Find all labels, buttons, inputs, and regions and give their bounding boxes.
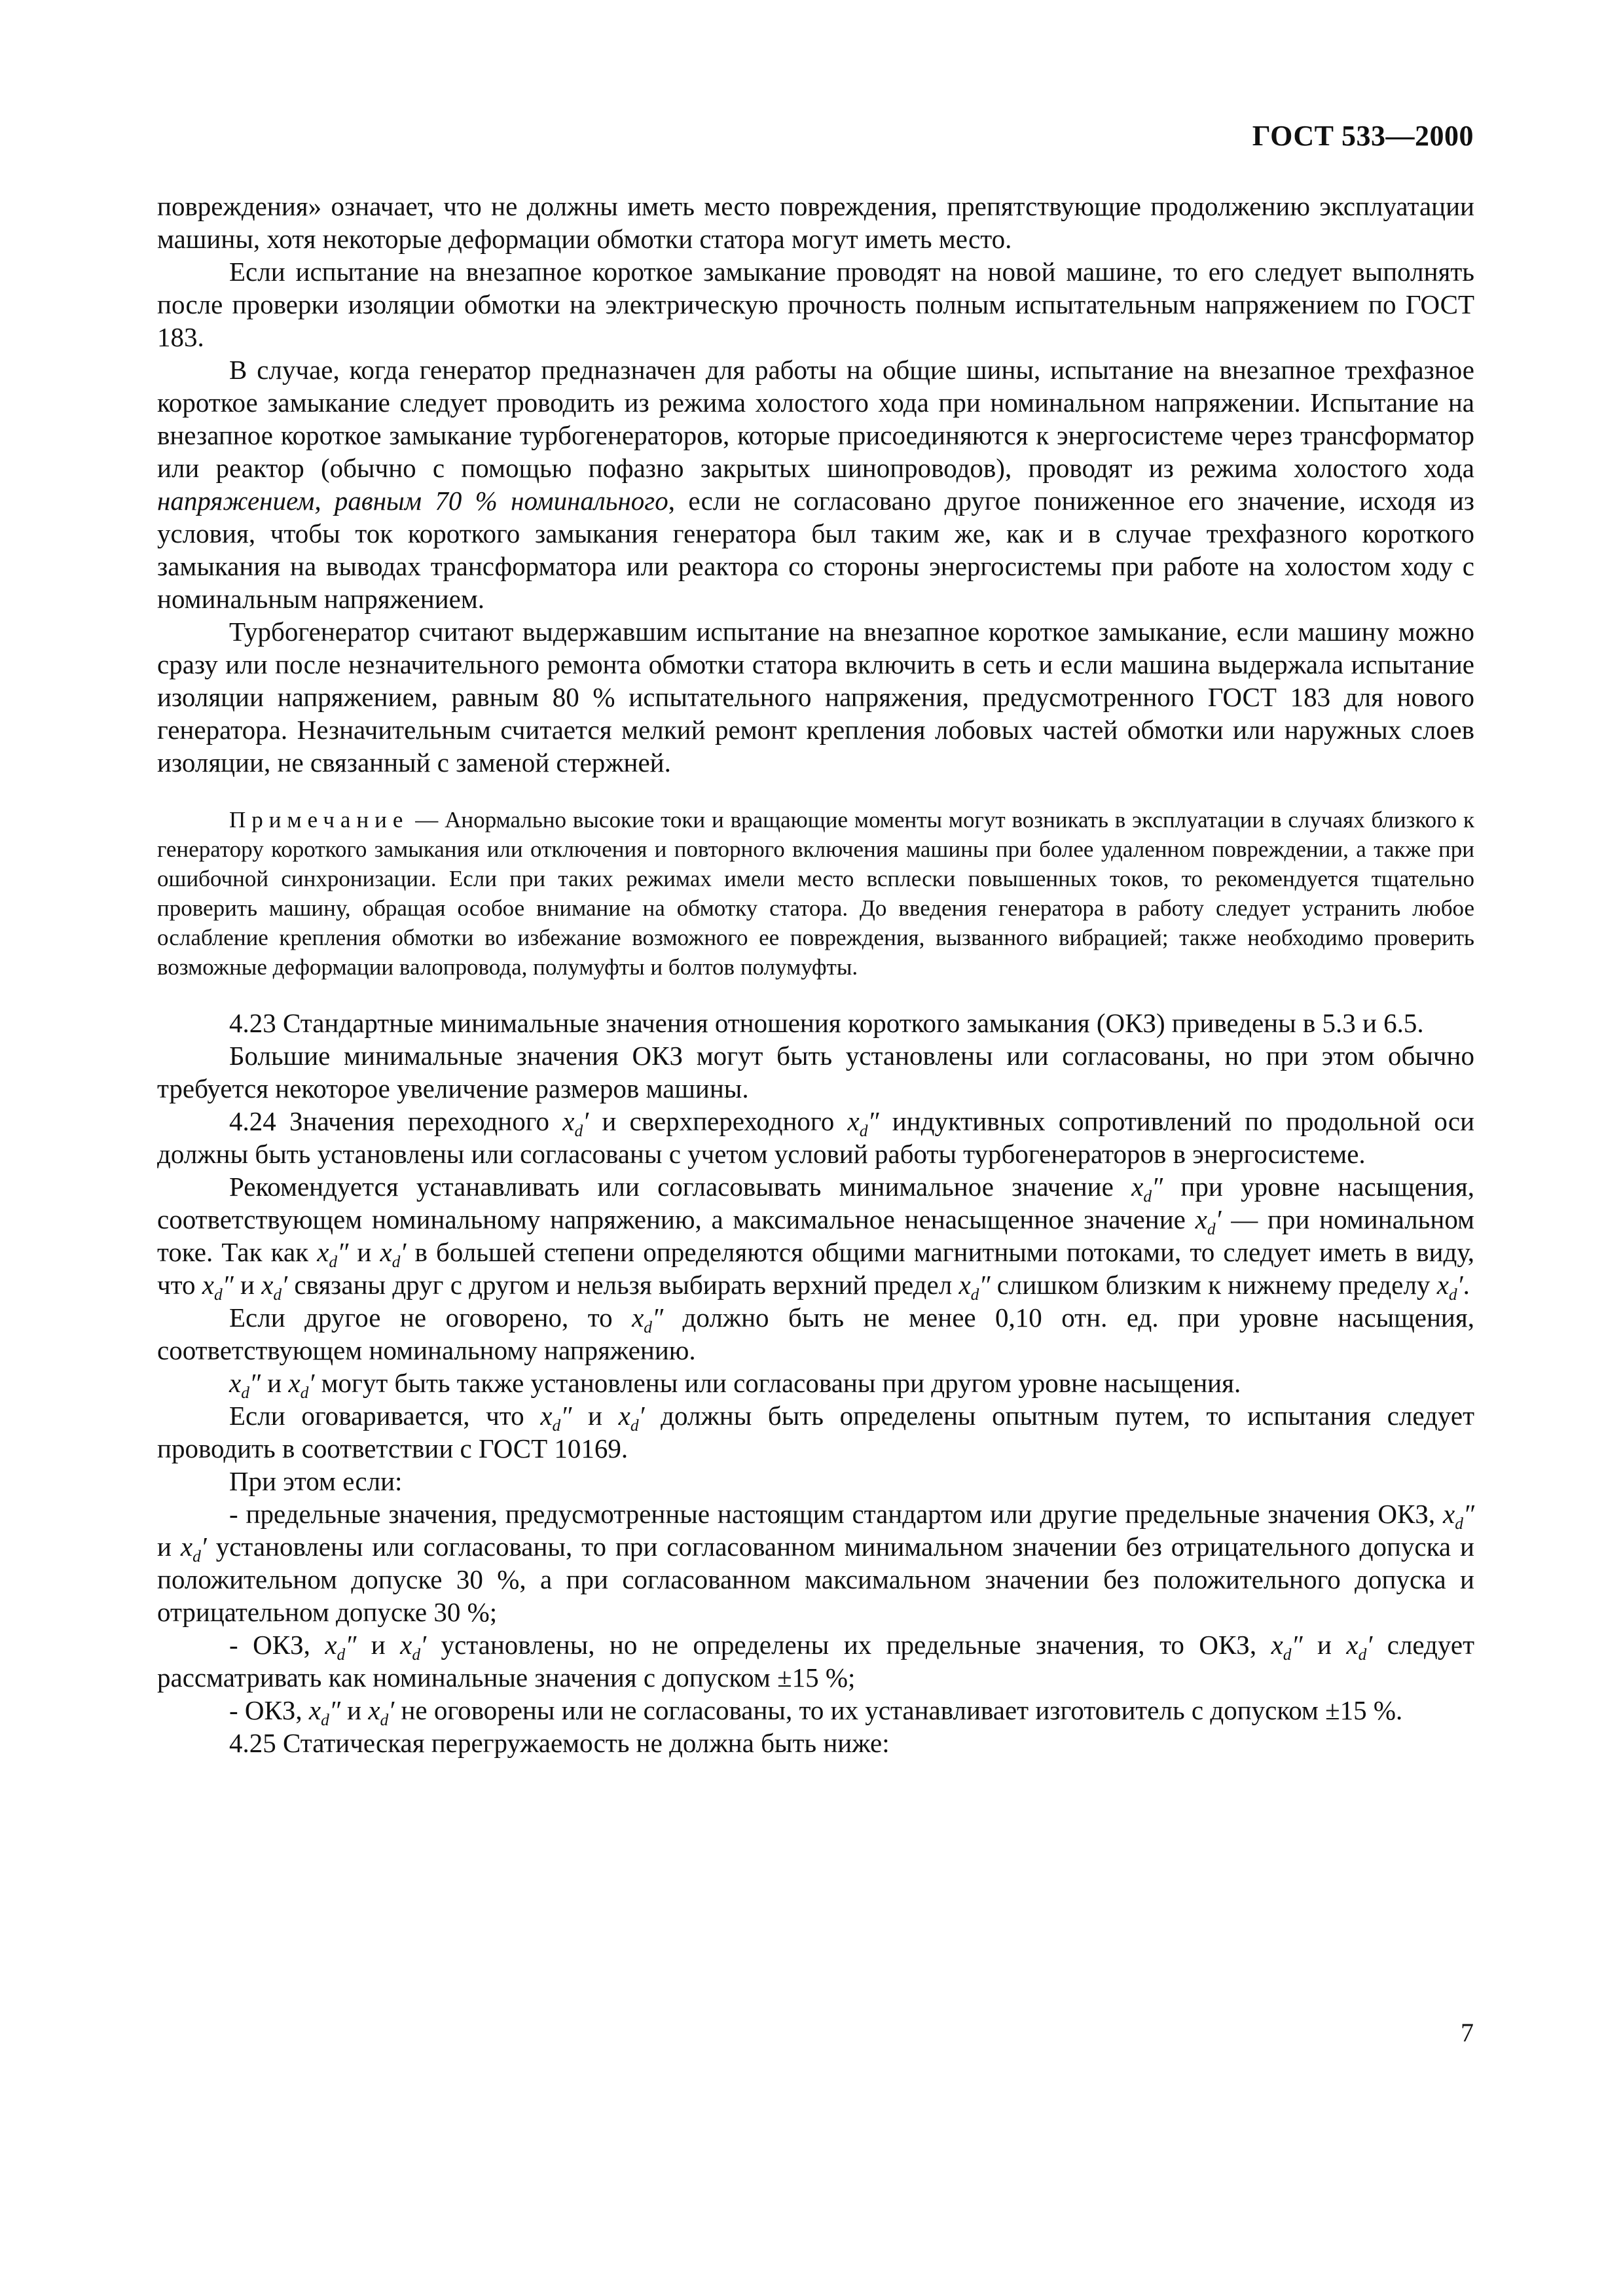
formula-xd-double-prime: $x_d''$ (958, 1270, 991, 1304)
note-block (157, 805, 1474, 982)
formula-xd-prime: $x_d'$ (1195, 1204, 1222, 1238)
formula-xd-double-prime: $x_d''$ (202, 1270, 234, 1304)
paragraph: При этом если: (229, 1466, 403, 1496)
formula-xd-double-prime: $x_d''$ (540, 1401, 572, 1435)
paragraph: Большие минимальные значения ОКЗ могут быть установлены или согласованы, но при этом обычно требуется некоторое увеличение размеров машины. (157, 1041, 1474, 1103)
list-item: - предельные значения, предусмотренные настоящим стандартом или другие предельные значения ОКЗ, $x_d''$ и $x_d'$ установлены или согласованы, то при согласованном минимальном значении без отрицательного допуска и положительном допуске 30 %, а при согласованном максимальном значении без положительного допуска и отрицательном допуске 30 %; (157, 1499, 1474, 1627)
clause-4-23: 4.23 Стандартные минимальные значения отношения короткого замыкания (ОКЗ) приведены в 5.3 и 6.5. (229, 1008, 1424, 1038)
formula-xd-double-prime: $x_d''$ (632, 1302, 664, 1336)
formula-xd-double-prime: $x_d''$ (847, 1106, 879, 1140)
paragraph: Турбогенератор считают выдержавшим испытание на внезапное короткое замыкание, если машину можно сразу или после незначительного ремонта обмотки статора включить в сеть и если машина выдержала испытание изоляции напряжением, равным 80 % испытательного напряжения, предусмотренного ГОСТ 183 для нового генератора. Незначительным считается мелкий ремонт крепления лобовых частей обмотки или наружных слоев изоляции, не связанный с заменой стержней. (157, 617, 1474, 778)
list-item: - ОКЗ, $x_d''$ и $x_d'$ установлены, но не определены их предельные значения, то ОКЗ, $x_d''$ и $x_d'$ следует рассматривать как номинальные значения с допуском ±15 %; (157, 1630, 1474, 1693)
paragraph: Если оговаривается, что $x_d''$ и $x_d'$ должны быть определены опытным путем, то испытания следует проводить в соответствии с ГОСТ 10169. (157, 1401, 1474, 1463)
clause-4-25: 4.25 Статическая перегружаемость не должна быть ниже: (229, 1728, 890, 1758)
paragraph: Рекомендуется устанавливать или согласовывать минимальное значение $x_d''$ при уровне насыщения, соответствующем номинальному напряжению, а максимальное ненасыщенное значение $x_d'$ — при номинальном токе. Так как $x_d''$ и $x_d'$ в большей степени определяются общими магнитными потоками, то следует иметь в виду, что $x_d''$ и $x_d'$ связаны друг с другом и нельзя выбирать верхний предел $x_d''$ слишком близким к нижнему пределу $x_d'$. (157, 1172, 1475, 1304)
list-item: - ОКЗ, $x_d''$ и $x_d'$ не оговорены или не согласованы, то их устанавливает изготовитель с допуском ±15 %. (229, 1695, 1403, 1729)
formula-xd-prime: $x_d'$ (180, 1532, 207, 1566)
page-number: 7 (1461, 2018, 1474, 2047)
document-body (157, 190, 1474, 1759)
paragraph: Если другое не оговорено, то $x_d''$ должно быть не менее 0,10 отн. ед. при уровне насыщения, соответствующем номинальному напряжению. (157, 1302, 1474, 1365)
paragraph: $x_d''$ и $x_d'$ могут быть также установлены или согласованы при другом уровне насыщения. (229, 1368, 1241, 1402)
clause-4-24: 4.24 Значения переходного $x_d'$ и сверхпереходного $x_d''$ индуктивных сопротивлений по продольной оси должны быть установлены или согласованы с учетом условий работы турбогенераторов в энергосистеме. (157, 1106, 1475, 1169)
formula-xd-prime: $x_d'$ (618, 1401, 645, 1435)
emphasis-text: напряжением, равным 70 % номинального (157, 486, 668, 516)
formula-xd-double-prime: $x_d''$ (229, 1368, 261, 1402)
formula-xd-prime: $x_d'$ (288, 1368, 315, 1402)
formula-xd-prime: $x_d'$ (1436, 1270, 1463, 1304)
formula-xd-double-prime: $x_d''$ (1131, 1172, 1163, 1206)
formula-xd-double-prime: $x_d''$ (325, 1630, 357, 1664)
formula-xd-double-prime: $x_d''$ (317, 1237, 349, 1271)
formula-xd-prime: $x_d'$ (380, 1237, 407, 1271)
formula-xd-prime: $x_d'$ (1346, 1630, 1373, 1664)
formula-xd-double-prime: $x_d''$ (1443, 1499, 1474, 1533)
formula-xd-prime: $x_d'$ (261, 1270, 288, 1304)
formula-xd-double-prime: $x_d''$ (1271, 1630, 1303, 1664)
formula-xd-double-prime: $x_d''$ (308, 1695, 340, 1729)
formula-xd-prime: $x_d'$ (400, 1630, 427, 1664)
note-text: Примечание — Анормально высокие токи и вращающие моменты могут возникать в эксплуатации в случаях близкого к генератору короткого замыкания или отключения и повторного включения машины при более удаленном повреждении, а также при ошибочной синхронизации. Если при таких режимах имели место всплески повышенных токов, то рекомендуется тщательно проверить машину, обращая особое внимание на обмотку статора. До введения генератора в работу следует устранить любое ослабление крепления обмотки во избежание возможного ее повреждения, вызванного вибрацией; также необходимо проверить возможные деформации валопровода, полумуфты и болтов полумуфты. (157, 807, 1474, 980)
note-label: Примечание (229, 807, 409, 833)
paragraph: В случае, когда генератор предназначен для работы на общие шины, испытание на внезапное трехфазное короткое замыкание следует проводить из режима холостого хода при номинальном напряжении. Испытание на внезапное короткое замыкание турбогенераторов, которые присоединяются к энергосистеме через трансформатор или реактор (обычно с помощью пофазно закрытых шинопроводов), проводят из режима холостого хода напряжением, равным 70 % номинального, если не согласовано другое пониженное его значение, исходя из условия, чтобы ток короткого замыкания генератора был таким же, как и в случае трехфазного короткого замыкания на выводах трансформатора или реактора со стороны энергосистемы при работе на холостом ходу с номинальным напряжением. (157, 355, 1474, 614)
page-header: ГОСТ 533—2000 (1252, 120, 1474, 152)
paragraph: Если испытание на внезапное короткое замыкание проводят на новой машине, то его следует выполнять после проверки изоляции обмотки на электрическую прочность полным испытательным напряжением по ГОСТ 183. (157, 257, 1474, 352)
formula-xd-prime: $x_d'$ (368, 1695, 395, 1729)
paragraph: повреждения» означает, что не должны иметь место повреждения, препятствующие продолжению эксплуатации машины, хотя некоторые деформации обмотки статора могут иметь место. (157, 191, 1474, 254)
formula-xd-prime: $x_d'$ (562, 1106, 589, 1140)
